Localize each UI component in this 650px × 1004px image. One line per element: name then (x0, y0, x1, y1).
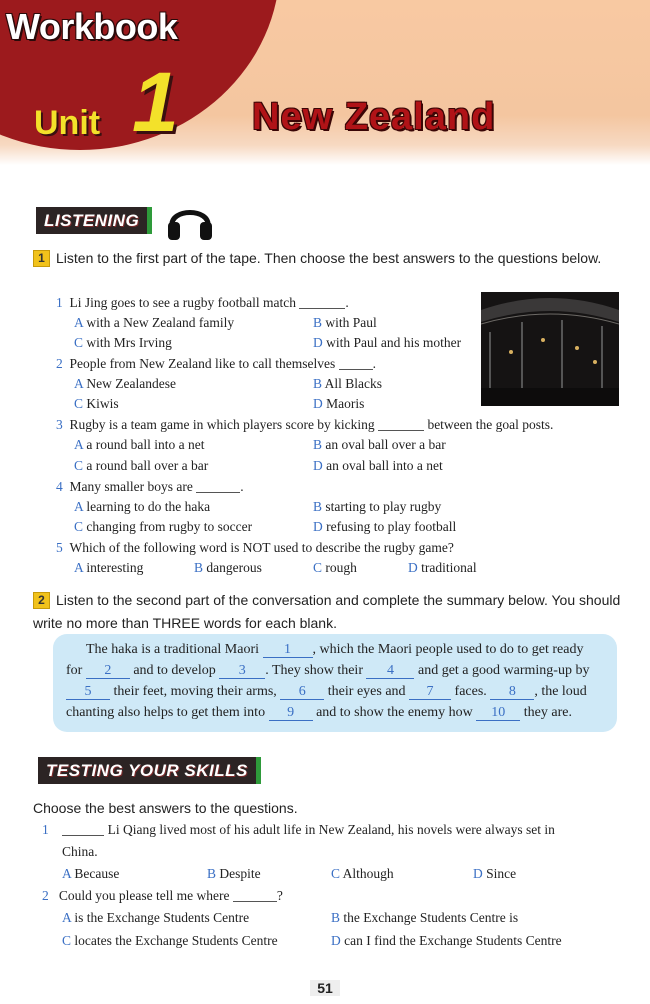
option[interactable]: B starting to play rugby (313, 499, 442, 514)
option[interactable]: D refusing to play football (313, 519, 457, 534)
testing-question-1-cont: China. (62, 844, 98, 859)
headphones-icon (166, 200, 214, 242)
workbook-title: Workbook (6, 6, 178, 47)
summary-line: The haka is a traditional Maori 1 , which the Maori people used to do to get ready (86, 642, 584, 657)
summary-blank[interactable]: 3 (219, 663, 265, 679)
summary-line: for 2 and to develop 3 . They show their 4 and get a good warming-up by (66, 663, 590, 678)
option[interactable]: A learning to do the haka (74, 499, 211, 514)
answer-blank[interactable] (339, 357, 373, 370)
answer-blank[interactable] (233, 889, 277, 902)
option[interactable]: C changing from rugby to soccer (74, 519, 253, 534)
summary-blank[interactable]: 9 (269, 705, 313, 721)
summary-line: chanting also helps to get them into 9 and to show the enemy how 10 they are. (66, 705, 572, 720)
summary-blank[interactable]: 4 (366, 663, 414, 679)
summary-blank[interactable]: 1 (263, 642, 313, 658)
option[interactable]: C Kiwis (74, 396, 119, 411)
option[interactable]: C rough (313, 560, 357, 575)
question-3: 3 Rugby is a team game in which players score by kicking between the goal posts. (56, 417, 554, 432)
summary-blank[interactable]: 10 (476, 705, 520, 721)
option[interactable]: D Maoris (313, 396, 365, 411)
page-number: 51 (310, 980, 340, 996)
unit-title: New Zealand (252, 96, 496, 138)
option[interactable]: C a round ball over a bar (74, 458, 209, 473)
option[interactable]: A Because (62, 866, 120, 881)
option[interactable]: B dangerous (194, 560, 262, 575)
option[interactable]: D an oval ball into a net (313, 458, 443, 473)
testing-question-1: 1 Li Qiang lived most of his adult life in New Zealand, his novels were always set in (42, 822, 555, 837)
option[interactable]: C Although (331, 866, 394, 881)
option[interactable]: A is the Exchange Students Centre (62, 910, 250, 925)
testing-instruction: Choose the best answers to the questions. (33, 800, 298, 816)
summary-blank[interactable]: 2 (86, 663, 130, 679)
option[interactable]: D Since (473, 866, 517, 881)
question-5: 5 Which of the following word is NOT used to describe the rugby game? (56, 540, 454, 555)
part1-instruction: 1 Listen to the first part of the tape. Then choose the best answers to the questions below. (33, 247, 623, 270)
summary-line: 5 their feet, moving their arms, 6 their eyes and 7 faces. 8 , the loud (66, 682, 587, 702)
part2-instruction: 2 Listen to the second part of the conversation and complete the summary below. You should write no more than THREE words for each blank. (33, 592, 621, 631)
option[interactable]: A New Zealandese (74, 376, 176, 391)
summary-blank[interactable]: 8 (490, 684, 534, 700)
option[interactable]: A interesting (74, 560, 144, 575)
unit-banner (0, 0, 650, 165)
summary-blank[interactable]: 6 (280, 684, 324, 700)
option[interactable]: C locates the Exchange Students Centre (62, 933, 278, 948)
option[interactable]: A a round ball into a net (74, 437, 205, 452)
option[interactable]: C with Mrs Irving (74, 335, 172, 350)
option[interactable]: B the Exchange Students Centre is (331, 910, 519, 925)
listening-tag: LISTENING (36, 207, 152, 234)
unit-label: Unit (34, 104, 101, 142)
answer-blank[interactable] (378, 418, 424, 431)
unit-number: 1 (132, 55, 179, 149)
option[interactable]: B Despite (207, 866, 261, 881)
testing-question-2: 2 Could you please tell me where ? (42, 888, 283, 903)
option[interactable]: D traditional (408, 560, 477, 575)
summary-blank[interactable]: 7 (409, 684, 451, 700)
option[interactable]: D with Paul and his mother (313, 335, 462, 350)
answer-blank[interactable] (62, 823, 104, 836)
testing-skills-tag: TESTING YOUR SKILLS (38, 757, 261, 784)
answer-blank[interactable] (299, 296, 345, 309)
option[interactable]: A with a New Zealand family (74, 315, 235, 330)
part-number-badge: 1 (33, 250, 50, 267)
option[interactable]: B with Paul (313, 315, 377, 330)
part-number-badge: 2 (33, 592, 50, 609)
question-2: 2 People from New Zealand like to call themselves . (56, 356, 377, 371)
option[interactable]: B an oval ball over a bar (313, 437, 446, 452)
rugby-stadium-photo (481, 292, 619, 406)
summary-blank[interactable]: 5 (66, 684, 110, 700)
answer-blank[interactable] (196, 480, 240, 493)
option[interactable]: D can I find the Exchange Students Centre (331, 933, 562, 948)
option[interactable]: B All Blacks (313, 376, 383, 391)
question-4: 4 Many smaller boys are . (56, 479, 244, 494)
question-1: 1 Li Jing goes to see a rugby football match . (56, 295, 349, 310)
